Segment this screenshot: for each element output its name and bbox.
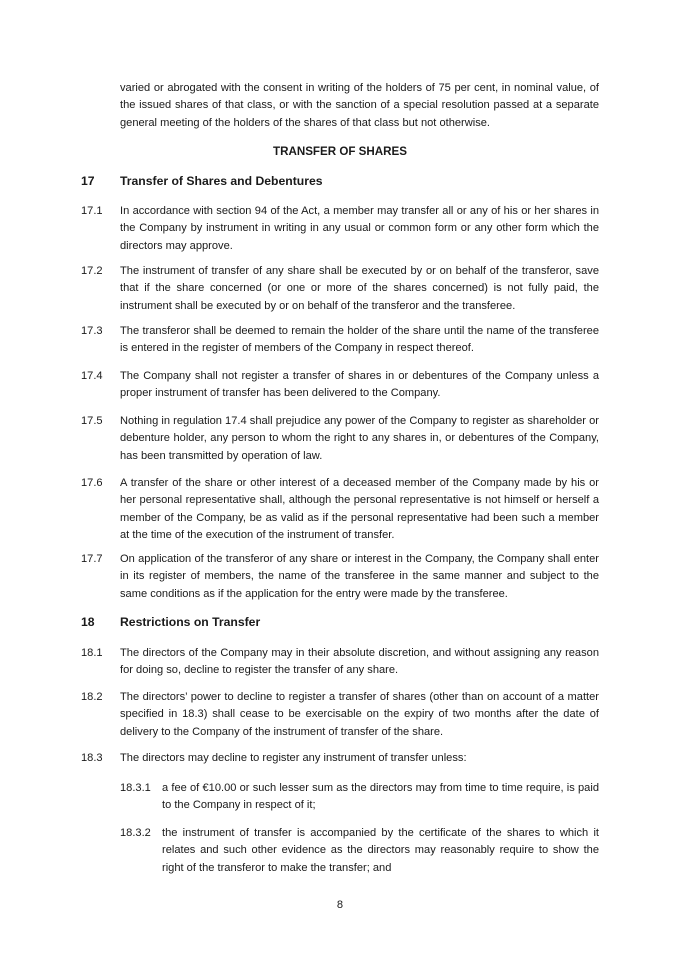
clause-17-6-number: 17.6 [81, 477, 103, 489]
clause-17-7-number: 17.7 [81, 553, 103, 565]
page-number: 8 [336, 899, 344, 911]
subclause-18-3-1-number: 18.3.1 [120, 782, 151, 794]
subclause-18-3-1-text: a fee of €10.00 or such lesser sum as the directors may from time to time require, is paid to the Company in respect of it; [162, 782, 599, 812]
subclause-18-3-2-number: 18.3.2 [120, 827, 151, 839]
clause-18-1-number: 18.1 [81, 647, 103, 659]
clause-17-6-text: A transfer of the share or other interest of a deceased member of the Company made by his or her personal representative shall, although the personal representative is not himself or herself a member of the Company, be as valid as if the personal representative had been such a member at the time of the execution of the instrument of transfer. [120, 477, 599, 542]
clause-17-4-text: The Company shall not register a transfer of shares in or debentures of the Company unless a proper instrument of transfer has been delivered to the Company. [120, 370, 599, 400]
clause-17-3-text: The transferor shall be deemed to remain the holder of the share until the name of the transferee is entered in the register of members of the Company in respect thereof. [120, 325, 599, 355]
clause-18-2-number: 18.2 [81, 691, 103, 703]
clause-17-2-number: 17.2 [81, 265, 103, 277]
clause-18-1-text: The directors of the Company may in their absolute discretion, and without assigning any reason for doing so, decline to register the transfer of any share. [120, 647, 599, 677]
clause-17-1-number: 17.1 [81, 205, 103, 217]
clause-18-2-text: The directors’ power to decline to register a transfer of shares (other than on account of a matter specified in 18.3) shall cease to be exercisable on the expiry of two months after the date of delivery to the Company of the instrument of transfer of the share. [120, 691, 599, 738]
section-17-title: Transfer of Shares and Debentures [120, 174, 323, 188]
subclause-18-3-2-text: the instrument of transfer is accompanied by the certificate of the shares to which it relates and such other evidence as the directors may reasonably require to show the right of the transferor to make the transfer; and [162, 827, 599, 874]
section-17-number: 17 [81, 174, 95, 188]
intro-paragraph: varied or abrogated with the consent in writing of the holders of 75 per cent, in nominal value, of the issued shares of that class, or with the sanction of a special resolution passed at a separate general meeting of the holders of the shares of that class but not otherwise. [120, 82, 599, 129]
clause-17-7-text: On application of the transferor of any share or interest in the Company, the Company shall enter in its register of members, the name of the transferee in the same manner and subject to the same conditions as if the application for the entry were made by the transferee. [120, 553, 599, 600]
clause-17-4-number: 17.4 [81, 370, 103, 382]
part-heading: TRANSFER OF SHARES [273, 145, 407, 158]
clause-17-3-number: 17.3 [81, 325, 103, 337]
section-18-number: 18 [81, 615, 95, 629]
clause-17-5-number: 17.5 [81, 415, 103, 427]
clause-17-5-text: Nothing in regulation 17.4 shall prejudice any power of the Company to register as shareholder or debenture holder, any person to whom the right to any shares in, or debentures of the Company, has been transmitted by operation of law. [120, 415, 599, 462]
section-18-title: Restrictions on Transfer [120, 615, 261, 629]
clause-17-2-text: The instrument of transfer of any share shall be executed by or on behalf of the transferor, save that if the share concerned (or one or more of the shares concerned) is not fully paid, the instrument shall be executed by or on behalf of the transferor and the transferee. [120, 265, 599, 312]
clause-18-3-number: 18.3 [81, 752, 103, 764]
clause-17-1-text: In accordance with section 94 of the Act, a member may transfer all or any of his or her shares in the Company by instrument in writing in any usual or common form or any other form which the directors may approve. [120, 205, 599, 252]
clause-18-3-text: The directors may decline to register any instrument of transfer unless: [120, 752, 467, 764]
